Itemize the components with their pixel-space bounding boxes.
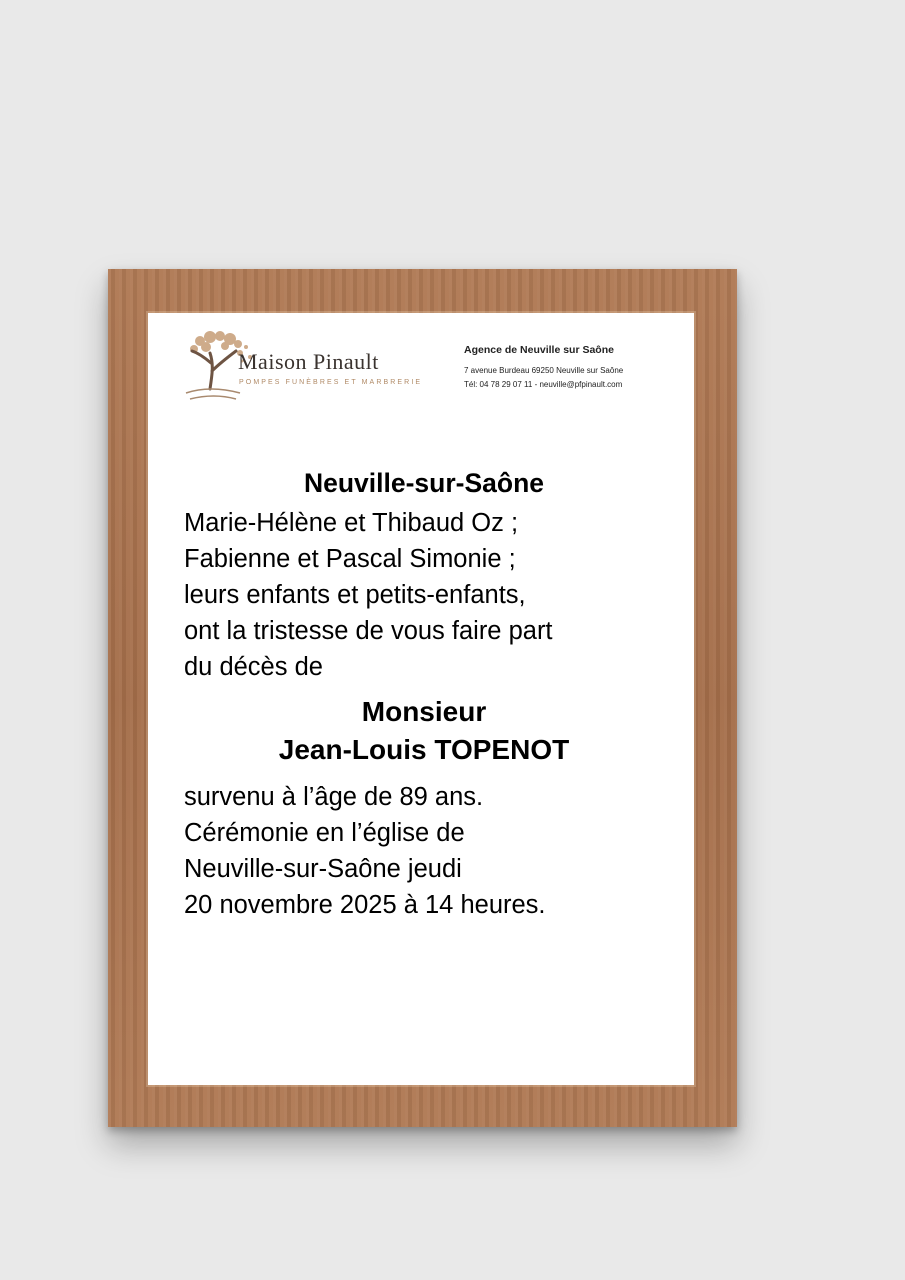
agency-info	[464, 344, 684, 392]
obituary-notice	[148, 313, 694, 1085]
wooden-frame	[108, 269, 737, 1127]
notice-text	[184, 465, 664, 923]
announcement-line: Fabienne et Pascal Simonie ;	[184, 545, 516, 573]
agency-contact: Tél: 04 78 29 07 11 - neuville@pfpinault.com	[464, 380, 623, 389]
funeral-home-logo	[180, 327, 430, 407]
ceremony-line: 20 novembre 2025 à 14 heures.	[184, 891, 546, 919]
deceased-name-block	[184, 693, 664, 769]
ceremony-details	[184, 779, 664, 923]
ceremony-line: survenu à l’âge de 89 ans.	[184, 783, 484, 811]
frame-opening	[148, 313, 694, 1085]
agency-name: Agence de Neuville sur Saône	[464, 344, 614, 356]
deceased-name: Jean-Louis TOPENOT	[278, 734, 570, 765]
ceremony-line: Neuville-sur-Saône jeudi	[184, 855, 462, 883]
announcement-line: Marie-Hélène et Thibaud Oz ;	[184, 509, 519, 537]
brand-name: Maison Pinault	[238, 349, 379, 374]
notice-place: Neuville-sur-Saône	[303, 468, 545, 498]
ceremony-line: Cérémonie en l’église de	[184, 819, 465, 847]
announcement-line: leurs enfants et petits-enfants,	[184, 581, 526, 609]
agency-address: 7 avenue Burdeau 69250 Neuville sur Saône	[464, 366, 624, 375]
announcement-line: ont la tristesse de vous faire part	[184, 617, 553, 645]
family-announcement	[184, 505, 664, 685]
deceased-title: Monsieur	[361, 696, 487, 727]
brand-tagline: POMPES FUNÈBRES ET MARBRERIE	[239, 379, 423, 386]
announcement-line: du décès de	[184, 653, 323, 681]
